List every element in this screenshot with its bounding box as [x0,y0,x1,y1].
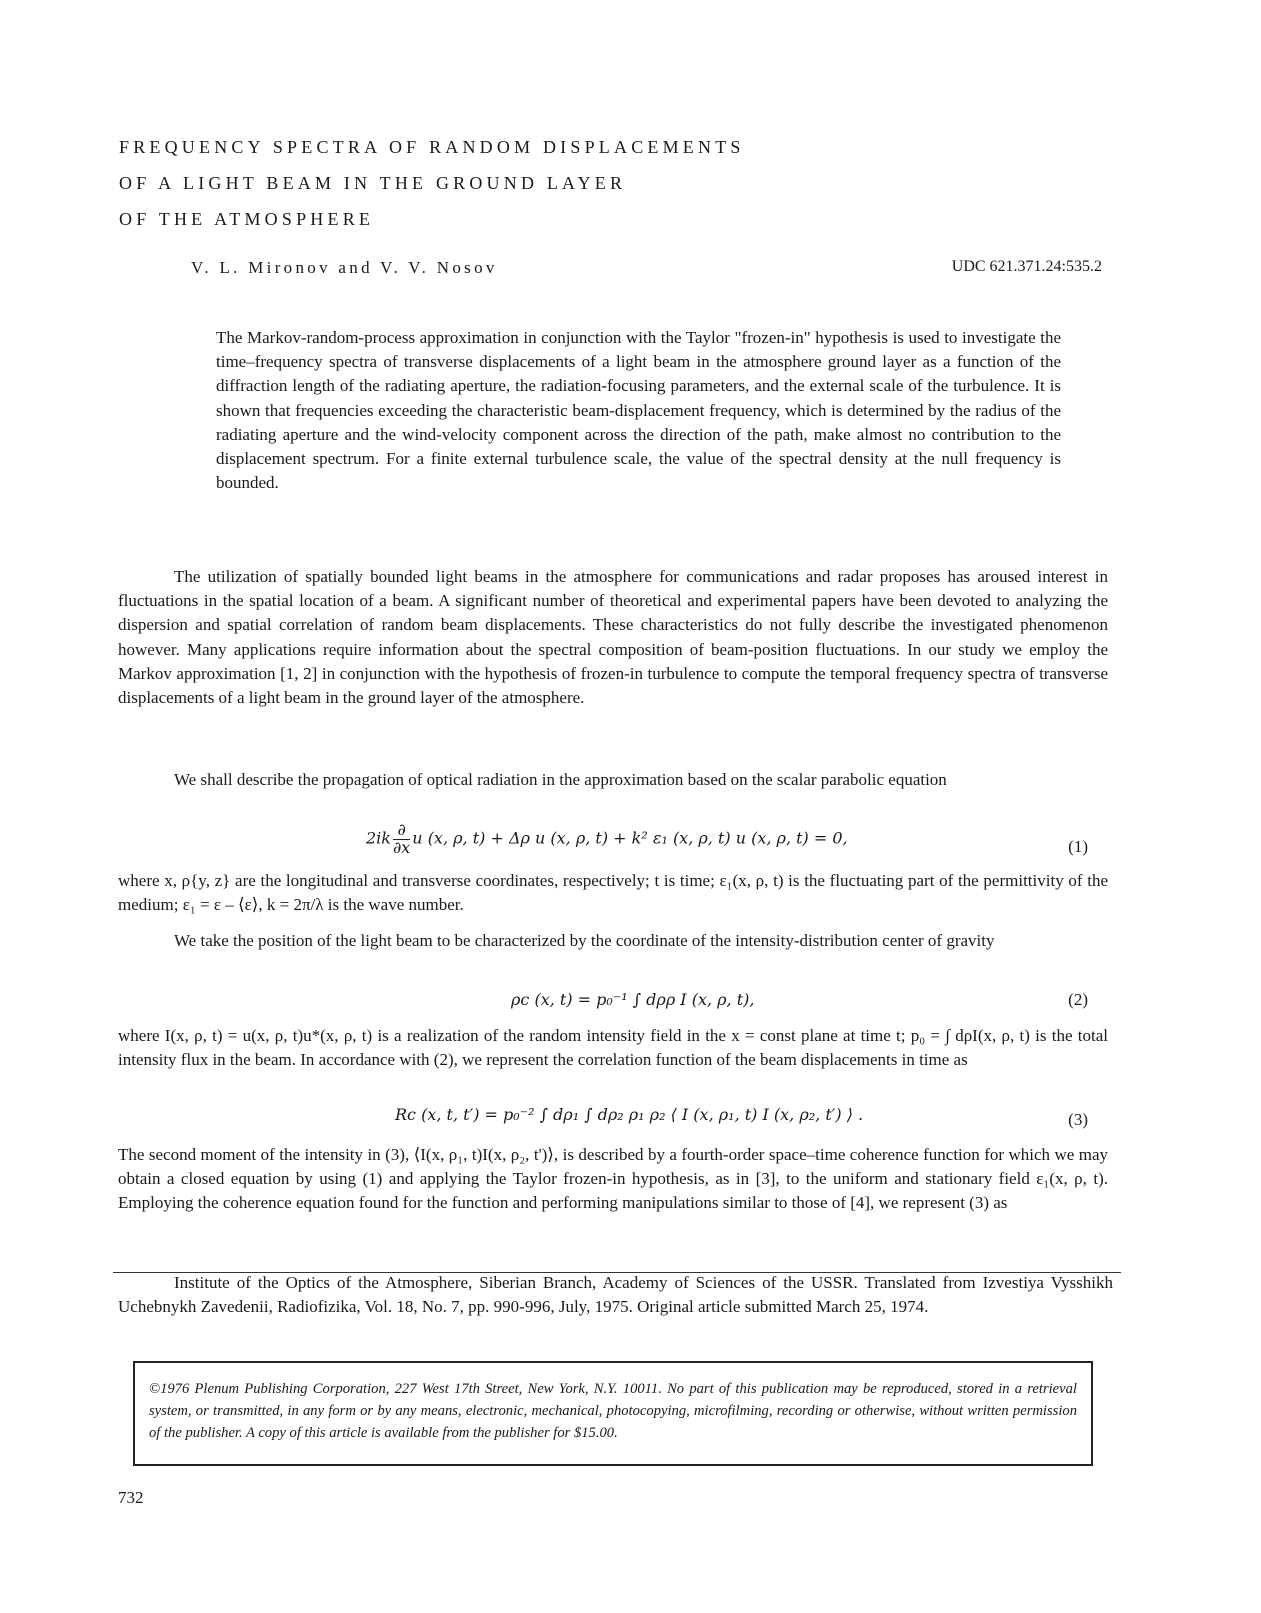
equation-2-label: (2) [1068,990,1088,1009]
body-paragraph-5: where I(x, ρ, t) = u(x, ρ, t)u*(x, ρ, t) is a realization of the random intensity field in the x = const plane at time t; p₀ = ∫ dρI(x, ρ, t) is the total intensity flux in the beam. In accordance with (2), we represent the correlation function of the beam displacements in time as [118,1026,1108,1070]
equation-3: Rc (x, t, t′) = p₀⁻² ∫ dρ₁ ∫ dρ₂ ρ₁ ρ₂ ⟨ I (x, ρ₁, t) I (x, ρ₂, t′) ⟩ . [395,1105,864,1124]
body-paragraph-6: The second moment of the intensity in (3), ⟨I(x, ρ₁, t)I(x, ρ₂, t')⟩, is described by a fourth-order space–time coherence function for which we may obtain a closed equation by using (1) and applying the Taylor frozen-in hypothesis, as in [3], to the uniform and stationary field ε₁(x, ρ, t). Employing the coherence equation found for the function and performing manipulations similar to those of [4], we represent (3) as [118,1145,1108,1213]
equation-1-body: u (x, ρ, t) + Δρ u (x, ρ, t) + k² ε₁ (x, ρ, t) u (x, ρ, t) = 0, [412,828,848,848]
body-paragraph-1: The utilization of spatially bounded light beams in the atmosphere for communications and radar proposes has aroused interest in fluctuations in the spatial location of a beam. A significant number of theoretical and experimental papers have been devoted to analyzing the dispersion and spatial correlation of random beam displacements. These characteristics do not fully describe the investigated phenomenon however. Many applications require information about the spectral composition of beam-position fluctuations. In our study we employ the Markov approximation [1, 2] in conjunction with the hypothesis of frozen-in turbulence to compute the temporal frequency spectra of transverse displacements of a light beam in the ground layer of the atmosphere. [118,567,1108,708]
title-line-3: OF THE ATMOSPHERE [119,209,375,229]
equation-3-label: (3) [1068,1110,1088,1129]
title-line-1: FREQUENCY SPECTRA OF RANDOM DISPLACEMENTS [119,137,745,157]
udc-code: UDC 621.371.24:535.2 [951,258,1102,275]
page-number: 732 [118,1488,144,1507]
copyright-text: ©1976 Plenum Publishing Corporation, 227 West 17th Street, New York, N.Y. 10011. No part of this publication may be reproduced, stored in a retrieval system, or transmitted, in any form or by any means, electronic, mechanical, photocopying, microfilming, recording or otherwise, without written permission of the publisher. A copy of this article is available from the publisher for $15.00. [149,1381,1077,1441]
equation-1-label: (1) [1068,837,1088,856]
equation-1-lead: 2ik [366,828,391,848]
body-paragraph-4: We take the position of the light beam to be characterized by the coordinate of the intensity-distribution center of gravity [174,931,995,950]
equation-1 [366,822,848,856]
authors: V. L. Mironov and V. V. Nosov [191,258,498,277]
equation-1-numerator: ∂ [393,822,410,840]
title-line-2: OF A LIGHT BEAM IN THE GROUND LAYER [119,173,627,193]
equation-2: ρc (x, t) = p₀⁻¹ ∫ dρρ I (x, ρ, t), [511,990,755,1009]
footnote: Institute of the Optics of the Atmosphere, Siberian Branch, Academy of Sciences of the USSR. Translated from Izvestiya Vysshikh Uchebnykh Zavedenii, Radiofizika, Vol. 18, No. 7, pp. 990-996, July, 1975. Original article submitted March 25, 1974. [118,1273,1113,1316]
body-paragraph-3: where x, ρ{y, z} are the longitudinal and transverse coordinates, respectively; t is time; ε₁(x, ρ, t) is the fluctuating part of the permittivity of the medium; ε₁ = ε – ⟨ε⟩, k = 2π/λ is the wave number. [118,871,1108,915]
abstract: The Markov-random-process approximation in conjunction with the Taylor "frozen-in" hypothesis is used to investigate the time–frequency spectra of transverse displacements of a light beam in the atmosphere ground layer as a function of the diffraction length of the radiating aperture, the radiation-focusing parameters, and the external scale of the turbulence. It is shown that frequencies exceeding the characteristic beam-displacement frequency, which is determined by the radius of the radiating aperture and the wind-velocity component across the direction of the path, make almost no contribution to the displacement spectrum. For a finite external turbulence scale, the value of the spectral density at the null frequency is bounded. [216,328,1061,493]
equation-1-denominator: ∂x [393,838,411,857]
equation-1-derivative [393,822,410,856]
copyright-box [133,1361,1093,1466]
body-paragraph-2: We shall describe the propagation of optical radiation in the approximation based on the scalar parabolic equation [174,770,947,789]
